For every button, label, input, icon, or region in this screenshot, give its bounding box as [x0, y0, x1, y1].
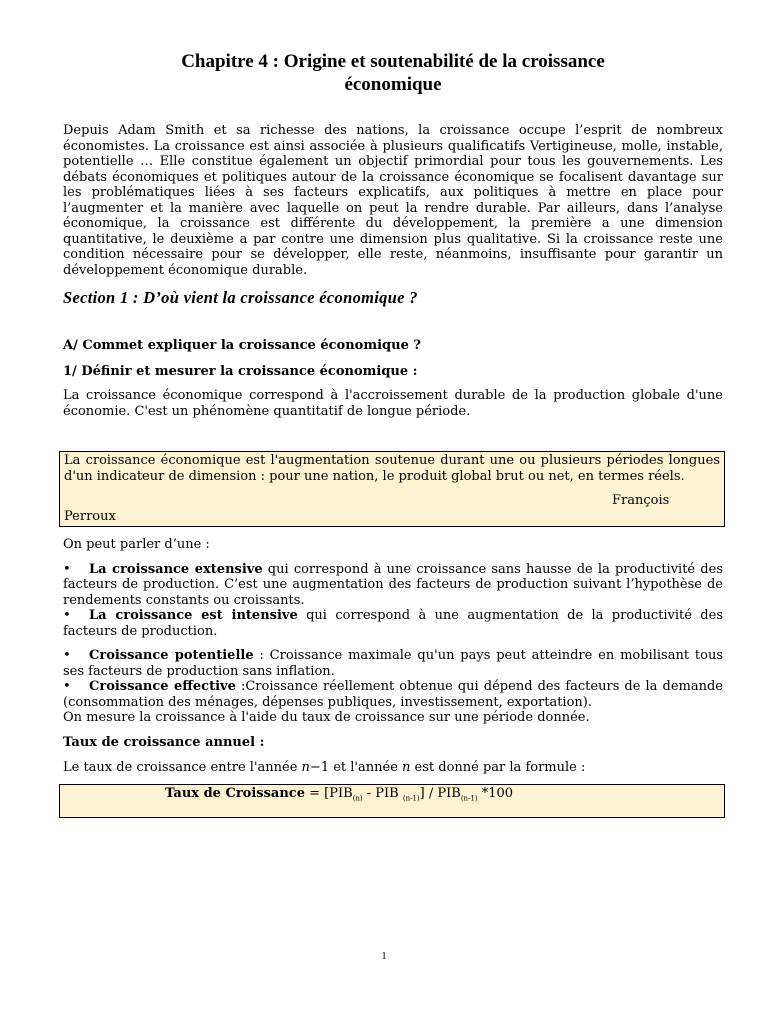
formula: Taux de Croissance = [$PIB_{(n)}$ - PIB $_{(n-1)}] / PIB_{(n-1)}$ *100 [165, 786, 514, 803]
list-intro: On peut parler d’une : [63, 537, 210, 552]
measure-paragraph: On mesure la croissance à l'aide du taux de croissance sur une période donnée. [63, 710, 590, 725]
document-page [63, 50, 723, 818]
quote-text: La croissance économique est l'augmentation soutenue durant une ou plusieurs périodes longues d'un indicateur de dimension : pour une nation, le produit global brut ou net, en termes réels. [64, 453, 720, 484]
quote-author-first: François [612, 493, 670, 508]
taux-heading: Taux de croissance annuel : [63, 734, 265, 750]
quote-author-last: Perroux [64, 509, 116, 524]
bullet-text: :Croissance réellement obtenue qui dépend des facteurs de la demande (consommation des ménages, dépenses publiques, investissement, exportation). [63, 679, 723, 710]
quote-box [59, 451, 725, 527]
definition-paragraph: La croissance économique correspond à l'accroissement durable de la production globale d'une économie. C'est un phénomène quantitatif de longue période. [63, 388, 723, 419]
formula-intro: Le taux de croissance entre l'année n−1 et l'année n est donné par la formule : [63, 759, 586, 775]
bullet-text: qui correspond à une augmentation de la productivité des facteurs de production. [63, 608, 723, 639]
formula-box [59, 784, 725, 818]
subheading-1: 1/ Définir et mesurer la croissance économique : [63, 364, 418, 379]
bullet-icon: • [63, 648, 71, 663]
bullet-term: La croissance est intensive [89, 608, 298, 623]
list-item [63, 648, 723, 679]
bullet-list [63, 562, 723, 711]
list-item [63, 608, 723, 639]
bullet-term: Croissance effective [89, 679, 236, 694]
chapter-title [63, 50, 723, 96]
bullet-text: qui correspond à une croissance sans hausse de la productivité des facteurs de production. C’est une augmentation des facteurs de production suivant l’hypothèse de rendements constants ou croissants. [63, 561, 723, 608]
bullet-text: : Croissance maximale qu'un pays peut atteindre en mobilisant tous ses facteurs de production sans inflation. [63, 648, 723, 679]
chapter-title-line1: Chapitre 4 : Origine et soutenabilité de la croissance [181, 51, 605, 72]
bullet-icon: • [63, 608, 71, 623]
bullet-term: Croissance potentielle [89, 648, 254, 663]
chapter-title-line2: économique [344, 74, 442, 95]
section-heading: Section 1 : D’où vient la croissance économique ? [63, 288, 418, 307]
intro-paragraph: Depuis Adam Smith et sa richesse des nations, la croissance occupe l’esprit de nombreux économistes. La croissance est ainsi associée à plusieurs qualificatifs Vertigineuse, molle, instable, potentielle … Elle constitue également un objectif primordial pour tous les gouvernements. Les débats économiques et politiques autour de la croissance économique se focalisent davantage sur les problématiques liées à ses facteurs explicatifs, aux politiques à mettre en place pour l’augmenter et la manière avec laquelle on peut la rendre durable. Par ailleurs, dans l’analyse économique, la croissance est différente du développement, la première a une dimension quantitative, le deuxième a par contre une dimension plus qualitative. Si la croissance reste une condition nécessaire pour se développer, elle reste, néanmoins, insuffisante pour garantir un développement économique durable. [63, 123, 723, 278]
list-item [63, 562, 723, 609]
list-item [63, 679, 723, 710]
page-number: 1 [381, 950, 387, 962]
bullet-icon: • [63, 679, 71, 694]
bullet-icon: • [63, 561, 71, 577]
bullet-term: La croissance extensive [89, 561, 263, 577]
subheading-a: A/ Commet expliquer la croissance économique ? [63, 338, 421, 353]
